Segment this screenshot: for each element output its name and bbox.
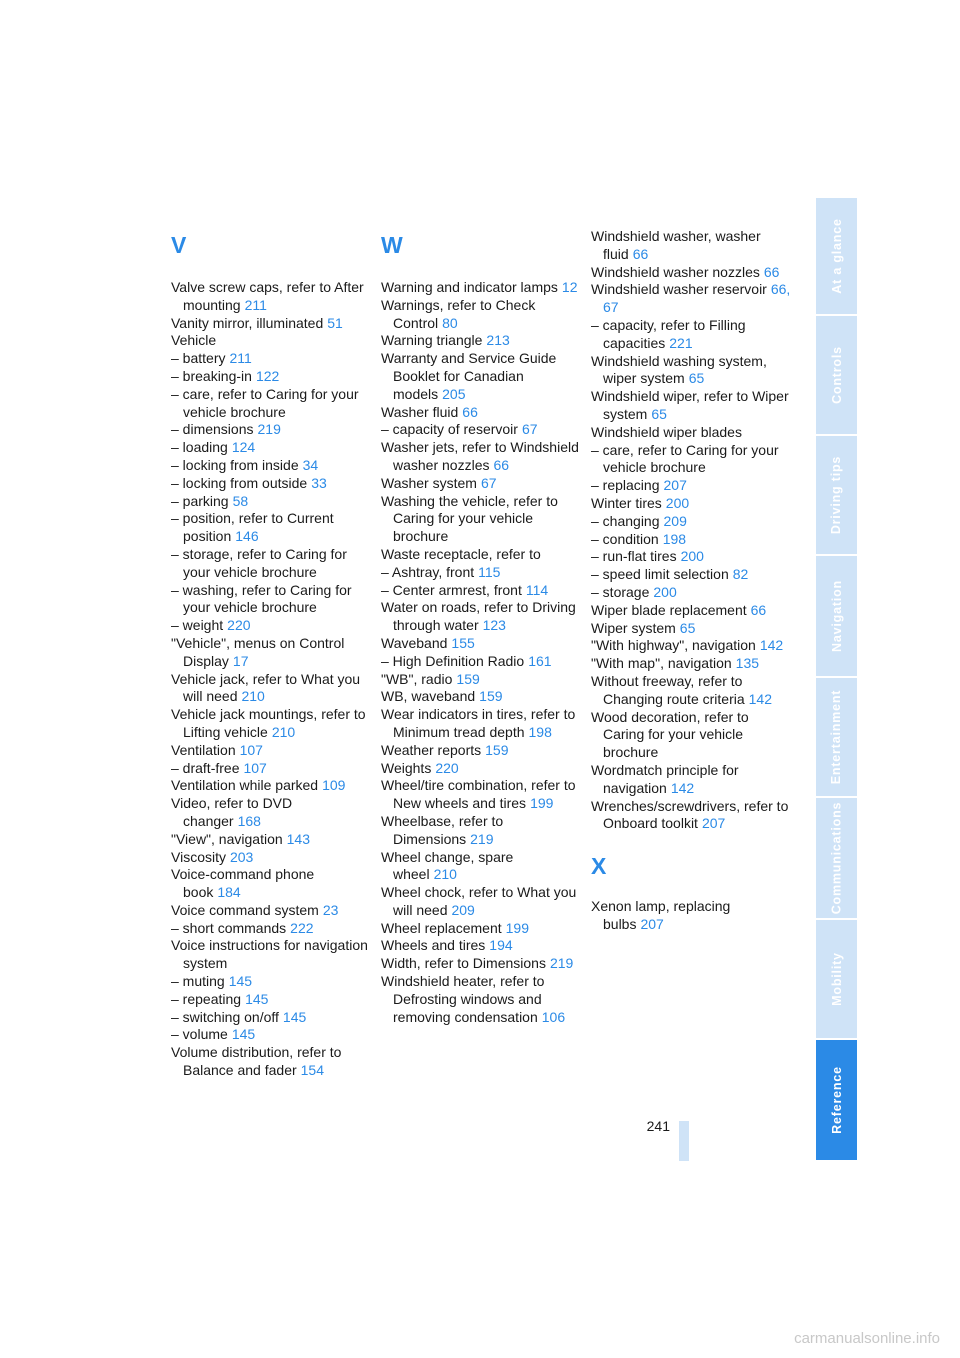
page-link[interactable]: 210 [433, 866, 457, 883]
index-entry [591, 442, 791, 478]
index-entry [591, 513, 791, 531]
entry-text: Volume distribution, refer to Balance and fader [171, 1044, 342, 1079]
index-entry [381, 350, 581, 403]
index-entry [171, 937, 371, 973]
index-entry [591, 709, 791, 762]
tab-label: Reference [829, 1066, 844, 1134]
index-entry [171, 386, 371, 422]
page-link[interactable]: 207 [663, 477, 687, 494]
tab-label: Entertainment [829, 689, 844, 785]
entry-text: Wear indicators in tires, refer to Minimum tread depth [381, 706, 576, 740]
entry-text: Windshield heater, refer to Defrosting windows and removing condensation [381, 973, 545, 1025]
page-link[interactable]: 67 [521, 421, 538, 438]
page-link[interactable]: 66 [493, 456, 510, 473]
entry-text: Warnings, refer to Check Control [381, 296, 536, 331]
page-link[interactable]: 109 [322, 777, 346, 794]
page-link[interactable]: 222 [290, 919, 314, 936]
page-link[interactable]: 198 [662, 530, 687, 547]
page-link[interactable]: 145 [245, 990, 269, 1007]
entry-text: – condition [591, 530, 659, 547]
watermark: carmanualsonline.info [794, 1330, 940, 1347]
index-entry [171, 617, 371, 635]
page-link[interactable]: 200 [653, 583, 677, 600]
page-link[interactable]: 211 [244, 296, 267, 313]
entry-text: Windshield washer reservoir [591, 281, 767, 298]
entry-text: Vanity mirror, illuminated [171, 314, 324, 331]
page-link[interactable]: 184 [217, 884, 241, 901]
page-link[interactable]: 205 [442, 385, 466, 402]
index-entry [381, 564, 581, 582]
index-entry [381, 706, 581, 742]
page-link[interactable]: 159 [485, 741, 509, 758]
page-link[interactable]: 124 [231, 439, 256, 456]
page-link[interactable]: 194 [489, 937, 513, 954]
index-entry [591, 495, 791, 513]
entry-text: – parking [171, 492, 229, 509]
entry-text: Weather reports [381, 741, 482, 758]
index-entry [591, 264, 791, 282]
index-entry [171, 991, 371, 1009]
entry-text: – draft-free [171, 759, 240, 776]
page-link[interactable]: 199 [530, 795, 554, 812]
index-entry [591, 637, 791, 655]
entry-text: – Center armrest, front [381, 581, 522, 598]
page-link[interactable]: 220 [227, 617, 251, 634]
page-link[interactable]: 145 [228, 973, 253, 990]
page-link[interactable]: 82 [732, 566, 749, 583]
index-entry [381, 973, 581, 1026]
page-link[interactable]: 142 [670, 779, 695, 796]
page-link[interactable]: 155 [451, 634, 475, 651]
entry-text: Vehicle jack mountings, refer to Lifting vehicle [171, 706, 366, 740]
tab-communications[interactable] [816, 798, 857, 918]
index-entry [381, 599, 581, 635]
entry-text: Width, refer to Dimensions [381, 955, 546, 972]
index-entry [381, 493, 581, 546]
entry-text: "With map", navigation [591, 655, 732, 672]
page-link[interactable]: 146 [235, 528, 259, 545]
entry-text: – storage, refer to Caring for your vehicle brochure [171, 545, 347, 580]
entry-text: – short commands [171, 919, 287, 936]
page-link[interactable]: 200 [665, 494, 690, 511]
index-entry [171, 457, 371, 475]
entry-text: Waveband [381, 634, 448, 651]
entry-text: – locking from inside [171, 456, 299, 473]
page-link[interactable]: 65 [651, 405, 667, 422]
index-entry [381, 937, 581, 955]
page-link[interactable]: 143 [286, 830, 310, 847]
index-entry [381, 546, 581, 564]
entry-text: Ventilation [171, 741, 236, 758]
page-link[interactable]: 107 [243, 759, 267, 776]
index-entry [381, 777, 581, 813]
tab-reference[interactable] [816, 1040, 857, 1160]
entry-text: – Ashtray, front [381, 563, 475, 580]
section-letter: V [171, 232, 187, 258]
index-entry [171, 350, 371, 368]
entry-text: Warning triangle [381, 332, 483, 349]
tab-at-a-glance[interactable] [816, 198, 857, 314]
page-link[interactable]: 161 [528, 652, 552, 669]
index-entry [381, 332, 581, 350]
index-entry [381, 297, 581, 333]
page-link[interactable]: 66, 67 [603, 281, 791, 316]
tab-label: Navigation [829, 580, 844, 652]
index-entry [381, 635, 581, 653]
entry-text: Voice-command phone book [171, 866, 315, 901]
index-entry [171, 475, 371, 493]
index-entry [591, 531, 791, 549]
entry-text: Windshield washer nozzles [591, 263, 760, 280]
page-link[interactable]: 107 [239, 741, 263, 758]
entry-text: Washer system [381, 474, 477, 491]
page-link[interactable]: 142 [759, 637, 784, 654]
entry-text: Washer fluid [381, 403, 459, 420]
page-link[interactable]: 66 [632, 245, 649, 262]
index-entry [171, 760, 371, 778]
page-link[interactable]: 145 [282, 1008, 307, 1025]
entry-text: "With highway", navigation [591, 637, 756, 654]
tab-label: Mobility [829, 952, 844, 1006]
index-entry [171, 777, 371, 795]
entry-text: Waste receptacle, refer to [381, 545, 541, 562]
index-entry [171, 510, 371, 546]
page-link[interactable]: 209 [451, 901, 475, 918]
entry-text: Viscosity [171, 848, 226, 865]
page-link[interactable]: 17 [232, 652, 249, 669]
entry-text: Voice instructions for navigation system [171, 937, 368, 972]
index-entry [381, 742, 581, 760]
entry-text: Warning and indicator lamps [381, 279, 558, 295]
index-entry [171, 706, 371, 742]
index-entry [381, 813, 581, 849]
page-link[interactable]: 12 [561, 279, 578, 295]
entry-text: Winter tires [591, 494, 662, 511]
entry-text: Wood decoration, refer to Caring for your vehicle brochure [591, 708, 749, 761]
entry-text: – weight [171, 617, 224, 634]
page-link[interactable]: 207 [640, 915, 664, 932]
entry-text: – volume [171, 1026, 228, 1043]
page-link[interactable]: 211 [229, 350, 252, 367]
page-link[interactable]: 198 [528, 723, 552, 740]
index-entry [171, 1009, 371, 1027]
page-link[interactable]: 168 [237, 812, 261, 829]
index-column-2 [381, 228, 581, 1026]
page-link[interactable]: 66 [750, 601, 767, 618]
index-entry [171, 1026, 371, 1044]
index-entry [171, 671, 371, 707]
entry-text: Wheelbase, refer to Dimensions [381, 812, 504, 847]
index-entry [591, 602, 791, 620]
tab-entertainment[interactable] [816, 678, 857, 796]
index-entry [381, 582, 581, 600]
page-link[interactable]: 203 [229, 848, 254, 865]
entry-text: – repeating [171, 990, 242, 1007]
index-entry [171, 795, 371, 831]
page-link[interactable]: 115 [478, 563, 501, 580]
page-link[interactable]: 106 [541, 1008, 566, 1025]
index-entry [591, 228, 791, 264]
entry-text: Washer jets, refer to Windshield washer nozzles [381, 439, 579, 473]
entry-text: – run-flat tires [591, 548, 677, 565]
page-link[interactable]: 66 [462, 403, 478, 420]
entry-text: Windshield wiper, refer to Wiper system [591, 388, 789, 422]
page-link[interactable]: 220 [435, 759, 459, 776]
index-entry [171, 546, 371, 582]
tab-navigation[interactable] [816, 556, 857, 676]
index-entry [381, 760, 581, 778]
page-link[interactable]: 210 [271, 723, 296, 740]
index-entry [171, 866, 371, 902]
index-entry [591, 584, 791, 602]
entry-text: Wrenches/screwdrivers, refer to Onboard toolkit [591, 797, 789, 832]
page-link[interactable]: 80 [442, 314, 458, 331]
page-link[interactable]: 122 [255, 367, 280, 384]
index-entry [591, 388, 791, 424]
index-entry [591, 477, 791, 495]
entry-text: Windshield washer, washer fluid [591, 228, 761, 262]
tab-label: At a glance [829, 218, 844, 294]
page-link[interactable]: 67 [480, 474, 497, 491]
entry-text: Vehicle [171, 332, 217, 349]
index-entry [381, 955, 581, 973]
tab-driving-tips[interactable] [816, 436, 857, 554]
entry-text: Water on roads, refer to Driving through water [381, 599, 576, 634]
index-column-1 [171, 228, 371, 1080]
index-entry [591, 762, 791, 798]
page-link[interactable]: 154 [300, 1062, 324, 1079]
tab-controls[interactable] [816, 316, 857, 434]
entry-text: Warranty and Service Guide Booklet for Canadian models [381, 350, 557, 402]
page-link[interactable]: 221 [669, 334, 693, 351]
page-link[interactable]: 159 [456, 670, 480, 687]
entry-text: – battery [171, 350, 226, 367]
page-link[interactable]: 66 [763, 263, 780, 280]
page-link[interactable]: 123 [482, 617, 506, 634]
index-entry [171, 902, 371, 920]
index-entry [591, 353, 791, 389]
page-link[interactable]: 209 [663, 512, 687, 529]
index-entry [171, 439, 371, 457]
page-link[interactable]: 65 [688, 370, 705, 387]
page-link[interactable]: 199 [505, 919, 529, 936]
entry-text: "Vehicle", menus on Control Display [171, 634, 345, 669]
entry-text: – care, refer to Caring for your vehicle brochure [591, 441, 779, 476]
entry-text: Wiper blade replacement [591, 601, 747, 618]
page-link[interactable]: 65 [679, 619, 696, 636]
entry-text: "WB", radio [381, 670, 453, 687]
index-entry [591, 655, 791, 673]
page-link[interactable]: 23 [322, 901, 339, 918]
entry-text: – capacity of reservoir [381, 421, 518, 438]
tab-label: Communications [829, 801, 844, 915]
index-entry [591, 281, 791, 317]
index-entry [381, 421, 581, 439]
entry-text: "View", navigation [171, 830, 283, 847]
index-entry [171, 831, 371, 849]
tab-label: Driving tips [829, 455, 844, 535]
entry-text: Video, refer to DVD changer [171, 795, 293, 829]
page-link[interactable]: 219 [549, 955, 574, 972]
index-entry [381, 688, 581, 706]
index-entry [171, 742, 371, 760]
entry-text: Vehicle jack, refer to What you will need [171, 670, 361, 705]
page-link[interactable]: 219 [470, 830, 494, 847]
section-tabs [816, 198, 857, 1160]
page-link[interactable]: 142 [748, 690, 772, 707]
page-link[interactable]: 213 [486, 332, 510, 349]
index-entry [381, 884, 581, 920]
index-entry [591, 317, 791, 353]
entry-text: – locking from outside [171, 474, 308, 491]
page-link[interactable]: 33 [311, 474, 327, 491]
entry-text: Wheel chock, refer to What you will need [381, 884, 577, 918]
index-entry [171, 421, 371, 439]
index-entry [591, 548, 791, 566]
entry-text: Ventilation while parked [171, 777, 319, 794]
section-letter: W [381, 232, 403, 258]
page-link[interactable]: 58 [232, 492, 249, 509]
entry-text: Windshield wiper blades [591, 423, 742, 440]
index-entry [381, 439, 581, 475]
index-column-3 [591, 228, 791, 934]
index-entry [171, 973, 371, 991]
page-link[interactable]: 200 [680, 548, 704, 565]
page-link[interactable]: 159 [479, 688, 503, 705]
entry-text: – changing [591, 512, 660, 529]
index-entry [591, 566, 791, 584]
entry-text: Without freeway, refer to Changing route criteria [591, 672, 745, 707]
entry-text: – muting [171, 973, 225, 990]
index-entry [171, 315, 371, 333]
entry-text: Wheel change, spare wheel [381, 848, 514, 883]
entry-text: Wheel replacement [381, 919, 502, 936]
index-entry [171, 493, 371, 511]
entry-text: Wheels and tires [381, 937, 486, 954]
page-marker [679, 1121, 689, 1161]
index-entry [591, 798, 791, 834]
entry-text: Windshield washing system, wiper system [591, 352, 767, 387]
tab-mobility[interactable] [816, 920, 857, 1038]
index-entry [381, 404, 581, 422]
tab-label: Controls [829, 346, 844, 404]
entry-text: – dimensions [171, 421, 254, 438]
entry-text: Wiper system [591, 619, 676, 636]
entry-text: – switching on/off [171, 1008, 279, 1025]
entry-text: – speed limit selection [591, 566, 729, 583]
entry-text: Wheel/tire combination, refer to New wheels and tires [381, 777, 576, 812]
page-link[interactable]: 145 [231, 1026, 256, 1043]
entry-text: WB, waveband [381, 688, 476, 705]
entry-text: – capacity, refer to Filling capacities [591, 316, 746, 351]
index-entry [381, 671, 581, 689]
index-entry [171, 582, 371, 618]
entry-text: Weights [381, 759, 432, 776]
entry-text: Xenon lamp, replacing bulbs [591, 898, 731, 932]
entry-text: – replacing [591, 477, 660, 494]
index-entry [171, 332, 371, 350]
index-entry [591, 424, 791, 442]
entry-text: – position, refer to Current position [171, 510, 334, 545]
entry-text: – loading [171, 439, 228, 456]
index-entry [171, 279, 371, 315]
entry-text: – storage [591, 583, 650, 600]
index-entry [381, 279, 581, 297]
page-link[interactable]: 51 [327, 314, 343, 331]
index-entry [171, 920, 371, 938]
section-letter: X [591, 853, 607, 880]
index-entry [591, 620, 791, 638]
entry-text: – washing, refer to Caring for your vehicle brochure [171, 581, 352, 616]
entry-text: – breaking-in [171, 367, 252, 384]
index-entry [171, 1044, 371, 1080]
entry-text: Washing the vehicle, refer to Caring for your vehicle brochure [381, 492, 558, 545]
entry-text: – care, refer to Caring for your vehicle brochure [171, 385, 359, 420]
page-link[interactable]: 210 [241, 688, 265, 705]
index-entry [381, 475, 581, 493]
page-link[interactable]: 219 [257, 421, 281, 438]
index-entry [171, 368, 371, 386]
index-entry [381, 920, 581, 938]
page-link[interactable]: 207 [701, 815, 726, 832]
page-link[interactable]: 34 [302, 456, 319, 473]
index-entry [381, 849, 581, 885]
page-link[interactable]: 114 [525, 581, 549, 598]
index-entry [171, 635, 371, 671]
entry-text: Voice command system [171, 901, 319, 918]
page-link[interactable]: 135 [735, 655, 760, 672]
entry-text: – High Definition Radio [381, 652, 525, 669]
page-number: 241 [646, 1118, 670, 1134]
entry-text: Valve screw caps, refer to After mounting [171, 279, 364, 313]
index-entry [591, 898, 791, 934]
index-entry [381, 653, 581, 671]
index-entry [591, 673, 791, 709]
entry-text: Wordmatch principle for navigation [591, 761, 739, 796]
index-entry [171, 849, 371, 867]
